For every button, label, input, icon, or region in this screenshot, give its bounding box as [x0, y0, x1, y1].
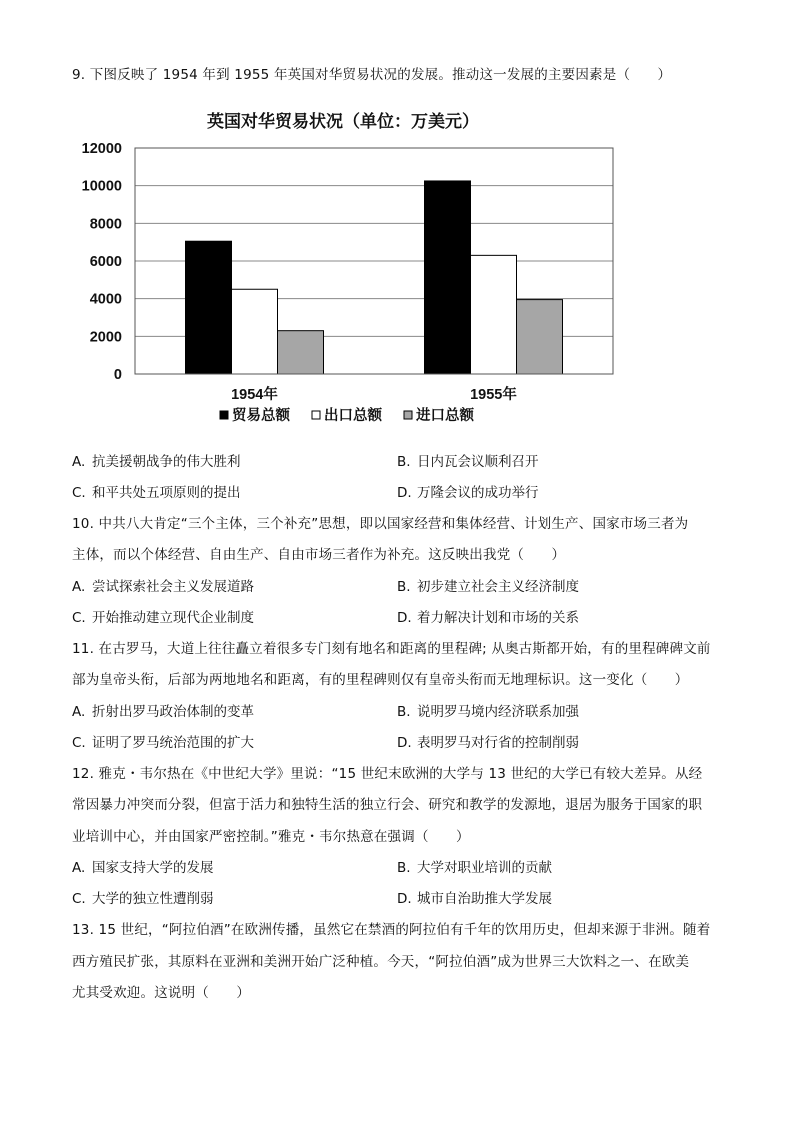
q12-option-b[interactable] [397, 859, 552, 877]
option-label: D. [397, 891, 412, 907]
option-text: 国家支持大学的发展 [92, 860, 214, 876]
option-text: 表明罗马对行省的控制削弱 [417, 735, 579, 751]
option-text: 开始推动建立现代企业制度 [92, 610, 254, 626]
option-label: B. [397, 579, 411, 595]
option-label: B. [397, 704, 411, 720]
option-text: 着力解决计划和市场的关系 [417, 610, 579, 626]
question-12-stem-line-3: 业培训中心，并由国家严密控制。”雅克・韦尔热意在强调（ ） [72, 829, 470, 845]
option-label: D. [397, 610, 412, 626]
bar [517, 300, 563, 374]
option-text: 大学对职业培训的贡献 [417, 860, 552, 876]
q9-option-b[interactable] [397, 453, 539, 471]
question-13-stem-line-1: 13. 15 世纪，“阿拉伯酒”在欧洲传播，虽然它在禁酒的阿拉伯有千年的饮用历史，但却来源于非洲。随着 [72, 922, 711, 938]
q11-option-a[interactable] [72, 703, 254, 721]
option-text: 抗美援朝战争的伟大胜利 [92, 454, 241, 470]
bar [186, 241, 232, 374]
question-12-stem-line-1: 12. 雅克・韦尔热在《中世纪大学》里说：“15 世纪末欧洲的大学与 13 世纪的大学已有较大差异。从经 [72, 766, 703, 782]
chart-bars [186, 181, 563, 374]
q12-option-a[interactable] [72, 859, 214, 877]
q10-option-b[interactable] [397, 578, 579, 596]
option-label: B. [397, 454, 411, 470]
q11-option-c[interactable] [72, 734, 254, 752]
option-label: D. [397, 735, 412, 751]
option-text: 大学的独立性遭削弱 [92, 891, 214, 907]
option-text: 日内瓦会议顺利召开 [417, 454, 539, 470]
y-tick-label: 12000 [81, 141, 122, 157]
legend-label: 进口总额 [416, 408, 474, 424]
legend-label: 出口总额 [324, 408, 382, 424]
option-label: C. [72, 891, 86, 907]
bar [425, 181, 471, 374]
option-text: 证明了罗马统治范围的扩大 [92, 735, 254, 751]
y-tick-label: 0 [113, 367, 122, 383]
q10-option-a[interactable] [72, 578, 254, 596]
question-9-stem: 9. 下图反映了 1954 年到 1955 年英国对华贸易状况的发展。推动这一发展的主要因素是（ ） [72, 67, 672, 83]
option-label: C. [72, 610, 86, 626]
option-label: A. [72, 579, 86, 595]
question-11-stem-line-1: 11. 在古罗马，大道上往往矗立着很多专门刻有地名和距离的里程碑; 从奥古斯都开始，有的里程碑碑文前 [72, 641, 711, 657]
y-tick-label: 8000 [89, 216, 122, 233]
question-13-stem-line-2: 西方殖民扩张，其原料在亚洲和美洲开始广泛种植。今天，“阿拉伯酒”成为世界三大饮料之一、在欧美 [72, 954, 690, 970]
q11-option-d[interactable] [397, 734, 579, 752]
option-text: 城市自治助推大学发展 [417, 891, 552, 907]
bar [471, 255, 517, 374]
y-tick-label: 10000 [81, 178, 122, 195]
chart-legend [220, 406, 474, 424]
x-axis-ticks [231, 385, 517, 403]
q11-option-b[interactable] [397, 703, 579, 721]
q12-option-c[interactable] [72, 890, 214, 908]
legend-swatch [312, 411, 320, 419]
q12-option-d[interactable] [397, 890, 552, 908]
option-label: C. [72, 485, 86, 501]
question-10-stem-line-1: 10. 中共八大肯定“三个主体，三个补充”思想，即以国家经营和集体经营、计划生产、国家市场三者为 [72, 516, 689, 532]
option-text: 万隆会议的成功举行 [417, 485, 539, 501]
option-label: D. [397, 485, 412, 501]
option-text: 尝试探索社会主义发展道路 [92, 579, 254, 595]
legend-swatch [220, 411, 228, 419]
q9-option-d[interactable] [397, 484, 539, 502]
question-11-stem-line-2: 部为皇帝头衔，后部为两地地名和距离，有的里程碑则仅有皇帝头衔而无地理标识。这一变化（ ） [72, 672, 689, 688]
trade-bar-chart [60, 100, 640, 440]
y-tick-label: 4000 [89, 291, 122, 308]
x-tick-label: 1954年 [231, 387, 278, 403]
bar [232, 289, 278, 374]
y-tick-label: 2000 [89, 329, 122, 346]
question-10-stem-line-2: 主体，而以个体经营、自由生产、自由市场三者作为补充。这反映出我党（ ） [72, 547, 566, 563]
option-label: A. [72, 860, 86, 876]
q9-option-c[interactable] [72, 484, 241, 502]
q10-option-c[interactable] [72, 609, 254, 627]
option-label: A. [72, 454, 86, 470]
option-text: 和平共处五项原则的提出 [92, 485, 241, 501]
y-axis-ticks [82, 141, 122, 383]
legend-label: 贸易总额 [232, 408, 290, 424]
option-label: C. [72, 735, 86, 751]
question-12-stem-line-2: 常因暴力冲突而分裂，但富于活力和独特生活的独立行会、研究和教学的发源地，退居为服务于国家的职 [72, 797, 703, 813]
bar [278, 331, 324, 374]
question-13-stem-line-3: 尤其受欢迎。这说明（ ） [72, 985, 251, 1001]
legend-swatch [404, 411, 412, 419]
chart-title: 英国对华贸易状况（单位：万美元） [207, 112, 479, 131]
option-text: 说明罗马境内经济联系加强 [417, 704, 579, 720]
y-tick-label: 6000 [89, 254, 122, 270]
option-text: 折射出罗马政治体制的变革 [92, 704, 254, 720]
q9-option-a[interactable] [72, 453, 241, 471]
option-text: 初步建立社会主义经济制度 [417, 579, 579, 595]
option-label: B. [397, 860, 411, 876]
option-label: A. [72, 704, 86, 720]
x-tick-label: 1955年 [470, 387, 517, 403]
q10-option-d[interactable] [397, 609, 579, 627]
